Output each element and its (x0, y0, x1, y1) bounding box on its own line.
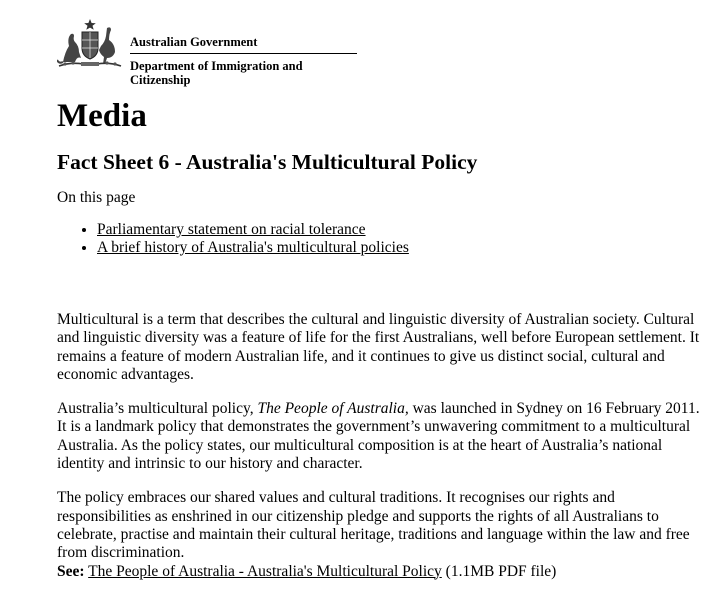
on-this-page-label: On this page (57, 189, 136, 206)
paragraph-text: Australia’s multicultural policy, (57, 400, 258, 418)
toc-item (97, 239, 707, 257)
toc-link-racial-tolerance[interactable]: Parliamentary statement on racial tolerance (97, 221, 366, 238)
coat-of-arms-icon (57, 18, 123, 68)
fact-sheet-title: Fact Sheet 6 - Australia's Multicultural Policy (57, 150, 478, 174)
toc-item (97, 221, 707, 239)
paragraph-text: was launched in Sydney on 16 February 2011. It is a landmark policy that demonstrates the government’s unwavering commitment to a multicultural Australia. As the policy states, our multicultural composition is at the heart of Australia’s national identity and intrinsic to our history and character. (57, 400, 700, 473)
department-name: Department of Immigration and Citizenship (130, 59, 303, 87)
file-info: (1.1MB PDF file) (441, 562, 557, 580)
agency-name (130, 35, 357, 87)
document-page (57, 14, 707, 581)
paragraph-shared-values: The policy embraces our shared values and cultural traditions. It recognises our rights and responsibilities as enshrined in our citizenship pledge and supports the rights of all Australians to celebrate, practise and maintain their cultural heritage, traditions and language within the law and free from discrimination. (57, 489, 690, 562)
page-title: Media (57, 98, 147, 134)
table-of-contents (57, 221, 707, 257)
policy-pdf-link[interactable]: The People of Australia - Australia's Multicultural Policy (88, 562, 442, 580)
paragraph-definition: Multicultural is a term that describes the cultural and linguistic diversity of Australian society. Cultural and linguistic diversity was a feature of life for the first Australians, well before European settlement. It remains a feature of modern Australian life, and it continues to give us distinct social, cultural and economic advantages. (57, 311, 700, 383)
header (57, 14, 707, 87)
toc-link-history[interactable]: A brief history of Australia's multicultural policies (97, 239, 409, 256)
see-label: See: (57, 562, 85, 580)
policy-title: The People of Australia, (257, 400, 409, 418)
see-reference (57, 563, 707, 581)
government-name: Australian Government (130, 35, 357, 54)
paragraph-policy-launch (57, 400, 707, 473)
